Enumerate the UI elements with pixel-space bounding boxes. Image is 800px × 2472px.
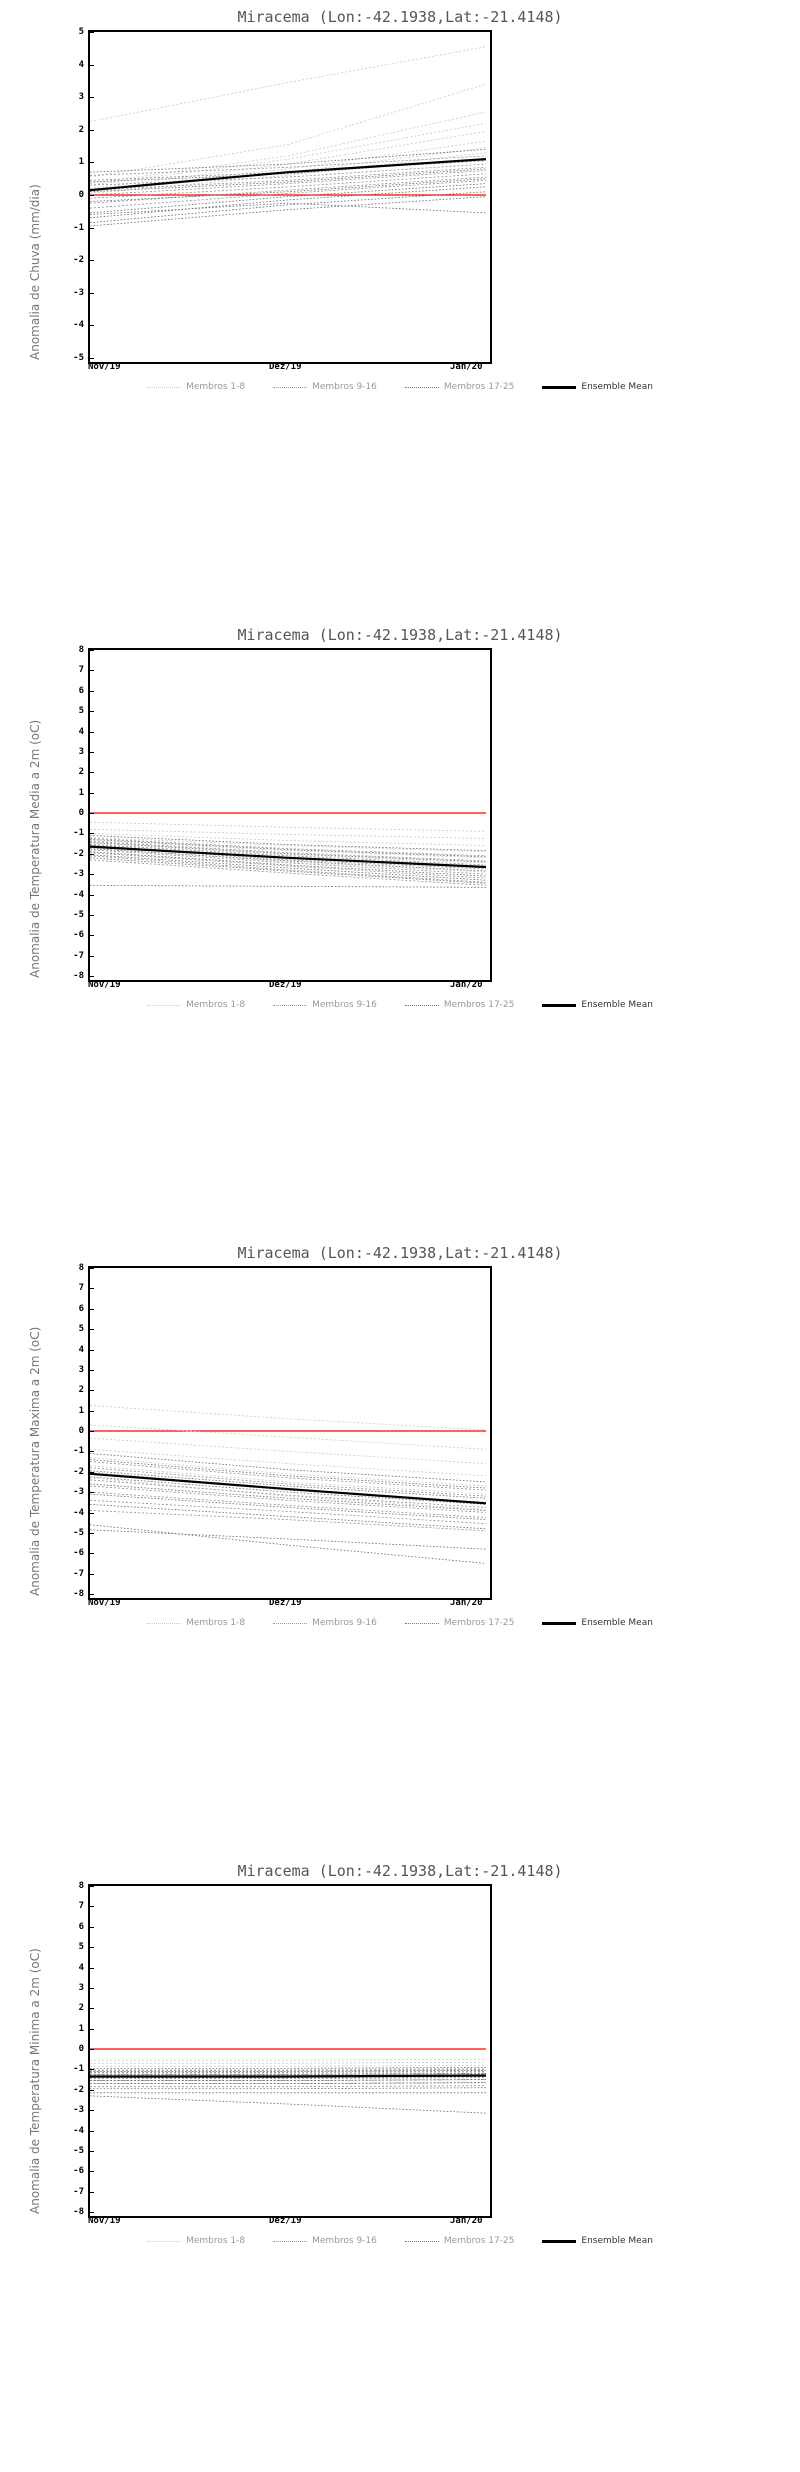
chart-panel (0, 618, 800, 1236)
x-axis-tick: Jan/20 (450, 1598, 483, 1608)
y-axis-tick: -3 (73, 869, 84, 880)
legend-label: Membros 9-16 (312, 1000, 377, 1010)
y-axis-tick-mark (89, 691, 94, 692)
plot-area (88, 1266, 492, 1600)
y-axis-tick-mark (89, 650, 94, 651)
y-axis-tick: -1 (73, 222, 84, 233)
y-axis-tick: -7 (73, 950, 84, 961)
y-axis-tick-mark (89, 2192, 94, 2193)
y-axis-tick-mark (89, 1968, 94, 1969)
chart-legend (0, 1000, 800, 1011)
x-axis-tick: Jan/20 (450, 980, 483, 990)
legend-label: Ensemble Mean (581, 2236, 653, 2246)
y-axis-tick-mark (89, 1370, 94, 1371)
chart-panel (0, 1854, 800, 2472)
y-axis-tick: 3 (78, 92, 84, 103)
y-axis-tick: -5 (73, 1527, 84, 1538)
y-axis-tick-mark (89, 1886, 94, 1887)
y-axis-tick: 8 (78, 1263, 84, 1273)
y-axis-tick-mark (89, 2131, 94, 2132)
y-axis-tick: 5 (78, 27, 84, 37)
legend-swatch (542, 1004, 576, 1007)
legend-label: Membros 9-16 (312, 2236, 377, 2246)
y-axis-tick-mark (89, 162, 94, 163)
y-axis-label: Anomalia de Chuva (mm/dia) (28, 184, 42, 360)
y-axis-tick-mark (89, 1411, 94, 1412)
y-axis-tick: 0 (78, 190, 84, 200)
y-axis-tick-mark (89, 976, 94, 977)
legend-label: Membros 1-8 (186, 1000, 246, 1010)
y-axis-tick: 3 (78, 746, 84, 757)
chart-title: Miracema (Lon:-42.1938,Lat:-21.4148) (237, 1862, 563, 1880)
legend-item (147, 1000, 245, 1011)
y-axis-tick: -7 (73, 2186, 84, 2197)
y-axis-tick: -2 (73, 1466, 84, 1477)
y-axis-tick: 3 (78, 1364, 84, 1375)
x-axis-tick: Dez/19 (269, 2216, 302, 2226)
chart-legend (0, 2236, 800, 2247)
y-axis-tick: 4 (78, 1344, 84, 1355)
y-axis-tick-mark (89, 97, 94, 98)
y-axis-tick-mark (89, 228, 94, 229)
y-axis-tick: 0 (78, 808, 84, 818)
y-axis-tick: -7 (73, 1568, 84, 1579)
legend-item (273, 382, 377, 393)
y-axis-tick: 2 (78, 124, 84, 135)
y-axis-tick: -2 (73, 255, 84, 266)
y-axis-tick-mark (89, 2069, 94, 2070)
y-axis-tick: -3 (73, 2105, 84, 2116)
plot-area (88, 1884, 492, 2218)
y-axis-tick-mark (89, 732, 94, 733)
y-axis-tick: 4 (78, 1962, 84, 1973)
y-axis-tick-mark (89, 2008, 94, 2009)
y-axis-tick: -6 (73, 2166, 84, 2177)
legend-swatch (405, 387, 439, 388)
legend-swatch (273, 1623, 307, 1624)
y-axis-tick-mark (89, 833, 94, 834)
legend-item (273, 2236, 377, 2247)
legend-swatch (273, 1005, 307, 1006)
y-axis-tick-mark (89, 65, 94, 66)
y-axis-tick: -8 (73, 1589, 84, 1599)
y-axis-tick: -1 (73, 1446, 84, 1457)
y-axis-tick-mark (89, 854, 94, 855)
legend-label: Membros 17-25 (443, 382, 515, 392)
x-axis-tick: Dez/19 (269, 980, 302, 990)
y-axis-tick-mark (89, 2049, 94, 2050)
y-axis-tick-mark (89, 2171, 94, 2172)
legend-label: Ensemble Mean (581, 382, 653, 392)
y-axis-tick: -4 (73, 320, 84, 331)
y-axis-tick: 5 (78, 1324, 84, 1335)
y-axis-tick: -2 (73, 848, 84, 859)
y-axis-tick-mark (89, 2151, 94, 2152)
legend-item (405, 1618, 515, 1629)
x-axis-tick: Dez/19 (269, 362, 302, 372)
legend-label: Membros 9-16 (312, 1618, 377, 1628)
y-axis-tick-mark (89, 325, 94, 326)
y-axis-tick: 2 (78, 2003, 84, 2014)
chart-title: Miracema (Lon:-42.1938,Lat:-21.4148) (237, 626, 563, 644)
y-axis-tick-mark (89, 358, 94, 359)
y-axis-tick-mark (89, 1947, 94, 1948)
x-axis-tick: Jan/20 (450, 362, 483, 372)
y-axis-tick-mark (89, 1329, 94, 1330)
legend-swatch (273, 2241, 307, 2242)
y-axis-tick: 8 (78, 645, 84, 655)
y-axis-tick-mark (89, 1472, 94, 1473)
legend-swatch (147, 1005, 181, 1006)
y-axis-tick-mark (89, 2090, 94, 2091)
y-axis-tick: -2 (73, 2084, 84, 2095)
y-axis-label: Anomalia de Temperatura Maxima a 2m (oC) (28, 1326, 42, 1596)
y-axis-tick-mark (89, 130, 94, 131)
legend-swatch (405, 2241, 439, 2242)
legend-label: Membros 1-8 (186, 1618, 246, 1628)
y-axis-tick-mark (89, 1553, 94, 1554)
y-axis-tick: 7 (78, 665, 84, 676)
chart-panel (0, 1236, 800, 1854)
y-axis-tick-mark (89, 1268, 94, 1269)
legend-swatch (405, 1623, 439, 1624)
y-axis-tick-mark (89, 711, 94, 712)
y-axis-tick: 5 (78, 706, 84, 717)
y-axis-tick-mark (89, 1350, 94, 1351)
y-axis-tick-mark (89, 1533, 94, 1534)
y-axis-tick: 6 (78, 685, 84, 696)
y-axis-tick-mark (89, 2029, 94, 2030)
legend-item (405, 1000, 515, 1011)
y-axis-tick-mark (89, 874, 94, 875)
legend-item (542, 1000, 653, 1011)
legend-item (405, 2236, 515, 2247)
legend-swatch (405, 1005, 439, 1006)
y-axis-tick: 1 (78, 787, 84, 798)
y-axis-tick: -8 (73, 971, 84, 981)
legend-swatch (542, 1622, 576, 1625)
y-axis-tick: 6 (78, 1303, 84, 1314)
y-axis-tick: -3 (73, 287, 84, 298)
legend-swatch (147, 2241, 181, 2242)
legend-item (273, 1000, 377, 1011)
chart-title: Miracema (Lon:-42.1938,Lat:-21.4148) (237, 1244, 563, 1262)
y-axis-tick-mark (89, 1513, 94, 1514)
y-axis-tick-mark (89, 956, 94, 957)
y-axis-tick: -1 (73, 828, 84, 839)
y-axis-label: Anomalia de Temperatura Media a 2m (oC) (28, 719, 42, 978)
y-axis-tick-mark (89, 1492, 94, 1493)
legend-item (542, 2236, 653, 2247)
y-axis-tick-mark (89, 1988, 94, 1989)
plot-area (88, 648, 492, 982)
y-axis-tick-mark (89, 1288, 94, 1289)
y-axis-tick-mark (89, 293, 94, 294)
legend-label: Ensemble Mean (581, 1000, 653, 1010)
y-axis-tick: 6 (78, 1921, 84, 1932)
x-axis-tick: Nov/19 (88, 980, 121, 990)
y-axis-tick: 2 (78, 767, 84, 778)
legend-swatch (542, 2240, 576, 2243)
y-axis-tick-mark (89, 813, 94, 814)
y-axis-tick-mark (89, 935, 94, 936)
y-axis-tick: -4 (73, 1507, 84, 1518)
y-axis-tick-mark (89, 670, 94, 671)
chart-legend (0, 382, 800, 393)
y-axis-tick-mark (89, 32, 94, 33)
legend-label: Ensemble Mean (581, 1618, 653, 1628)
y-axis-tick: 2 (78, 1385, 84, 1396)
y-axis-tick: 1 (78, 1405, 84, 1416)
y-axis-tick-mark (89, 752, 94, 753)
chart-title: Miracema (Lon:-42.1938,Lat:-21.4148) (237, 8, 563, 26)
y-axis-tick: -4 (73, 889, 84, 900)
legend-swatch (147, 1623, 181, 1624)
y-axis-tick-mark (89, 1309, 94, 1310)
legend-item (273, 1618, 377, 1629)
x-axis-tick: Nov/19 (88, 1598, 121, 1608)
legend-item (147, 2236, 245, 2247)
y-axis-tick: 7 (78, 1283, 84, 1294)
legend-label: Membros 17-25 (443, 2236, 515, 2246)
y-axis-tick-mark (89, 1574, 94, 1575)
y-axis-tick: 7 (78, 1901, 84, 1912)
y-axis-tick: -1 (73, 2064, 84, 2075)
y-axis-tick-mark (89, 2212, 94, 2213)
y-axis-tick-mark (89, 895, 94, 896)
legend-label: Membros 1-8 (186, 2236, 246, 2246)
legend-item (405, 382, 515, 393)
x-axis-tick: Dez/19 (269, 1598, 302, 1608)
x-axis-tick: Jan/20 (450, 2216, 483, 2226)
legend-label: Membros 9-16 (312, 382, 377, 392)
y-axis-tick: 1 (78, 2023, 84, 2034)
y-axis-tick: 4 (78, 726, 84, 737)
y-axis-tick-mark (89, 915, 94, 916)
plot-area (88, 30, 492, 364)
y-axis-tick-mark (89, 772, 94, 773)
legend-swatch (147, 387, 181, 388)
y-axis-tick: -5 (73, 2145, 84, 2156)
legend-item (542, 382, 653, 393)
y-axis-tick-mark (89, 793, 94, 794)
y-axis-label: Anomalia de Temperatura Minima a 2m (oC) (28, 1948, 42, 2214)
y-axis-tick-mark (89, 2110, 94, 2111)
legend-swatch (542, 386, 576, 389)
legend-item (542, 1618, 653, 1629)
legend-label: Membros 17-25 (443, 1000, 515, 1010)
y-axis-tick: -6 (73, 1548, 84, 1559)
y-axis-tick: 5 (78, 1942, 84, 1953)
legend-item (147, 1618, 245, 1629)
x-axis-tick: Nov/19 (88, 2216, 121, 2226)
y-axis-tick: 3 (78, 1982, 84, 1993)
y-axis-tick: -6 (73, 930, 84, 941)
legend-item (147, 382, 245, 393)
x-axis-tick: Nov/19 (88, 362, 121, 372)
legend-label: Membros 17-25 (443, 1618, 515, 1628)
y-axis-tick-mark (89, 1390, 94, 1391)
y-axis-tick-mark (89, 1594, 94, 1595)
y-axis-tick: 4 (78, 59, 84, 70)
y-axis-tick: 8 (78, 1881, 84, 1891)
y-axis-tick: 0 (78, 1426, 84, 1436)
y-axis-tick: -5 (73, 353, 84, 363)
legend-swatch (273, 387, 307, 388)
chart-legend (0, 1618, 800, 1629)
y-axis-tick-mark (89, 260, 94, 261)
y-axis-tick-mark (89, 1927, 94, 1928)
y-axis-tick: -5 (73, 909, 84, 920)
y-axis-tick: -8 (73, 2207, 84, 2217)
chart-panel (0, 0, 800, 618)
y-axis-tick-mark (89, 195, 94, 196)
y-axis-tick-mark (89, 1431, 94, 1432)
y-axis-tick-mark (89, 1906, 94, 1907)
y-axis-tick-mark (89, 1451, 94, 1452)
y-axis-tick: -4 (73, 2125, 84, 2136)
legend-label: Membros 1-8 (186, 382, 246, 392)
y-axis-tick: -3 (73, 1487, 84, 1498)
y-axis-tick: 0 (78, 2044, 84, 2054)
y-axis-tick: 1 (78, 157, 84, 168)
